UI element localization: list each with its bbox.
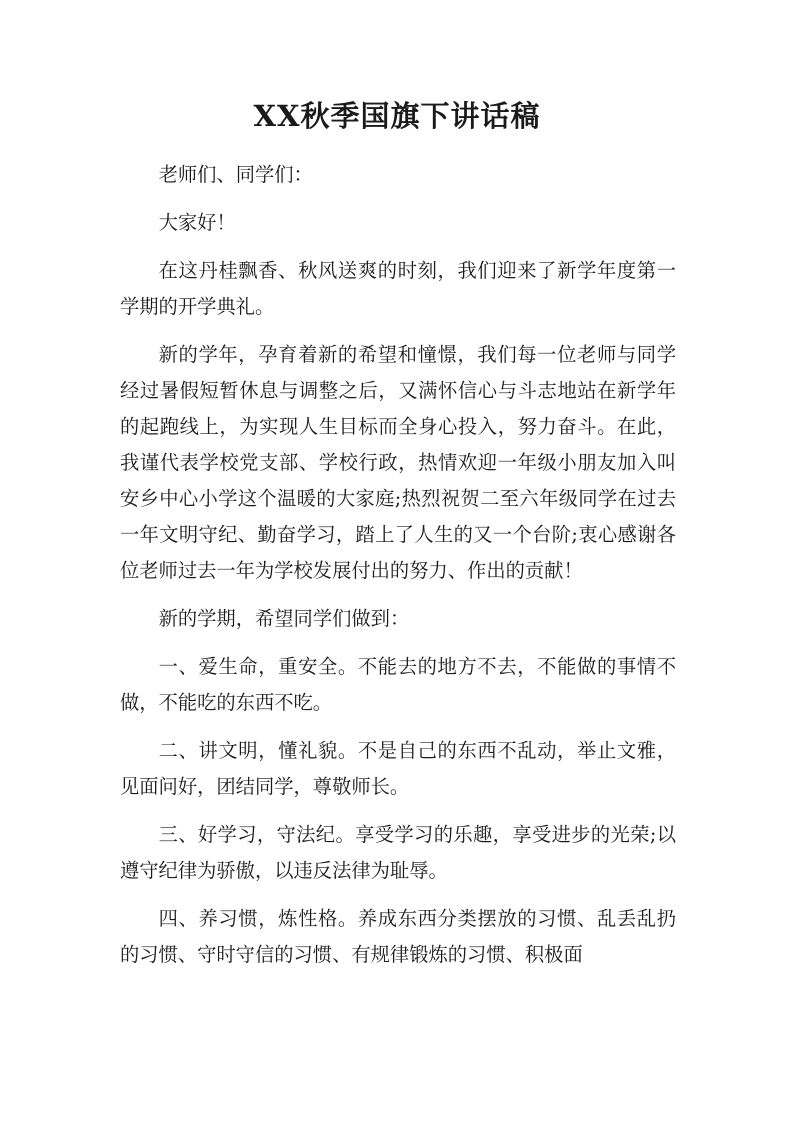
paragraph-hello: 大家好！ [158, 211, 236, 234]
paragraph-point-three: 三、好学习，守法纪。享受学习的乐趣，享受进步的光荣;以遵守纪律为骄傲，以违反法律为耻辱。 [120, 823, 676, 882]
paragraph-hopes-intro: 新的学期，希望同学们做到： [158, 607, 410, 630]
paragraph-point-one: 一、爱生命，重安全。不能去的地方不去，不能做的事情不做，不能吃的东西不吃。 [120, 655, 676, 714]
paragraph-point-two: 二、讲文明，懂礼貌。不是自己的东西不乱动，举止文雅，见面问好，团结同学，尊敬师长。 [120, 739, 676, 798]
document-title: XX秋季国旗下讲话稿 [253, 99, 541, 133]
paragraph-greeting: 老师们、同学们： [158, 163, 313, 186]
paragraph-opening: 在这丹桂飘香、秋风送爽的时刻，我们迎来了新学年度第一学期的开学典礼。 [120, 259, 676, 318]
paragraph-point-four: 四、养习惯，炼性格。养成东西分类摆放的习惯、乱丢乱扔的习惯、守时守信的习惯、有规律锻炼的习惯、积极面 [120, 907, 676, 966]
paragraph-new-year: 新的学年，孕育着新的希望和憧憬，我们每一位老师与同学经过暑假短暂休息与调整之后，又满怀信心与斗志地站在新学年的起跑线上，为实现人生目标而全身心投入，努力奋斗。在此，我谨代表学校党支部、学校行政，热情欢迎一年级小朋友加入叫安乡中心小学这个温暖的大家庭;热烈祝贺二至六年级同学在过去一年文明守纪、勤奋学习，踏上了人生的又一个台阶;衷心感谢各位老师过去一年为学校发展付出的努力、作出的贡献！ [120, 343, 676, 582]
document-body [120, 157, 676, 985]
